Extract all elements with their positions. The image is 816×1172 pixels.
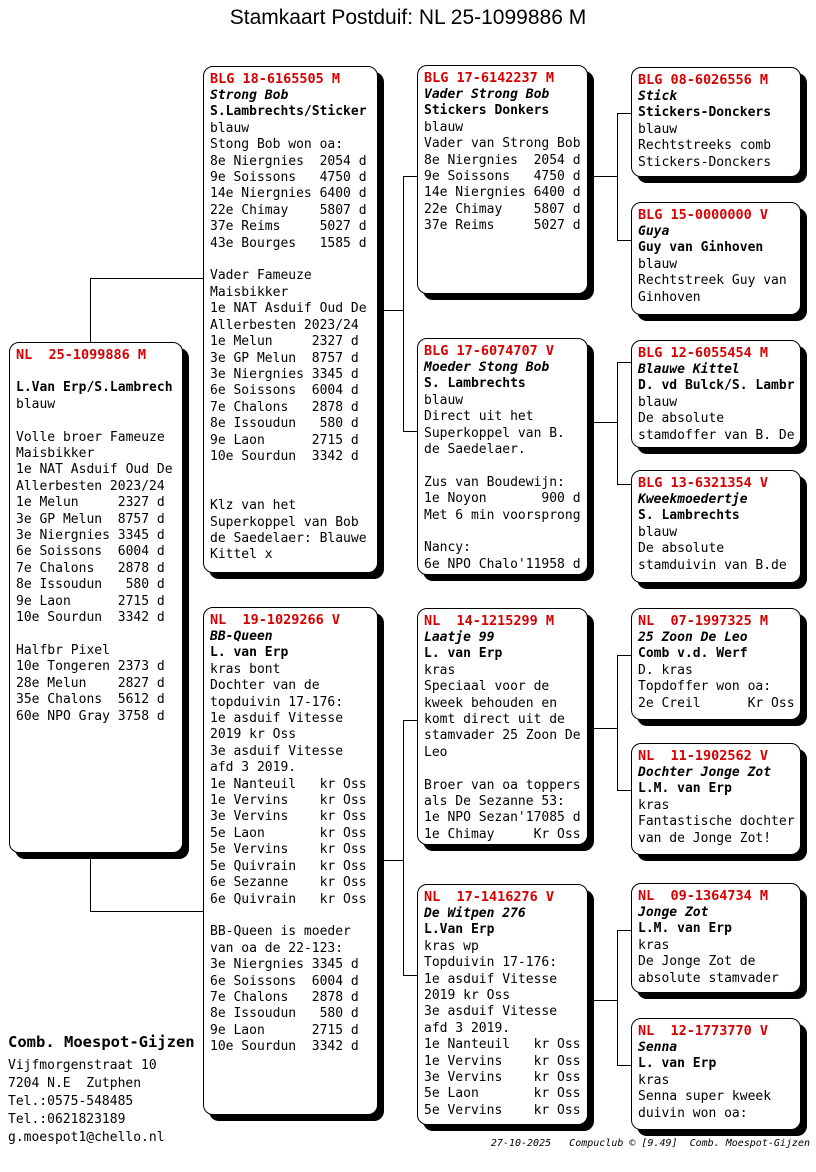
box-text-line: Speciaal voor de <box>424 679 550 695</box>
box-text-line: Comb v.d. Werf <box>638 646 748 662</box>
box-text-line: Stickers-Donckers <box>638 105 772 121</box>
owner-address-line: Tel.:0575-548485 <box>8 1094 134 1109</box>
pedigree-box-dam-sire-dam <box>631 743 801 855</box>
pedigree-box-sire-dam-dam <box>631 470 801 583</box>
pedigree-box-dam <box>203 607 378 1115</box>
connector-line <box>379 310 404 311</box>
box-text-line: Guya <box>638 224 670 239</box>
connector-line <box>379 860 404 861</box>
box-text-line: 5e Quivrain kr Oss <box>210 858 367 874</box>
box-text-line: Rechtstreeks comb <box>638 138 772 154</box>
box-text-line: kras wp <box>424 938 479 954</box>
box-text-line: 1e NAT Asduif Oud De <box>210 301 367 317</box>
connector-line <box>617 484 632 485</box>
ring-number: BLG 18-6165505 M <box>210 71 341 87</box>
ring-number: NL 12-1773770 V <box>638 1023 769 1039</box>
box-text-line: Vader Fameuze <box>210 268 312 284</box>
box-text-line: 3e GP Melun 8757 d <box>210 350 359 366</box>
connector-line <box>617 113 632 114</box>
box-text-line: 22e Chimay 5807 d <box>210 202 367 218</box>
box-text-line: blauw <box>424 392 464 408</box>
box-text-line: 3e Niergnies 3345 d <box>16 528 165 544</box>
box-text-line: Superkoppel van Bob <box>210 514 359 530</box>
box-text-line: Vader van Strong Bob <box>424 136 581 152</box>
box-text-line: 1e Chimay Kr Oss <box>424 826 581 842</box>
box-text-line: 1e Noyon 900 d <box>424 491 581 507</box>
connector-line <box>403 720 404 976</box>
box-text-line: 8e Niergnies 2054 d <box>210 153 367 169</box>
box-text-line: komt direct uit de <box>424 712 565 728</box>
ring-number: BLG 12-6055454 M <box>638 345 769 361</box>
connector-line <box>617 362 618 485</box>
box-text-line: 6e Quivrain kr Oss <box>210 891 367 907</box>
connector-line <box>90 278 204 279</box>
box-text-line: duivin won oa: <box>638 1105 748 1121</box>
ring-number: BLG 15-0000000 V <box>638 207 769 223</box>
connector-line <box>617 655 618 791</box>
box-text-line: Zus van Boudewijn: <box>424 474 565 490</box>
box-text-line <box>424 524 587 540</box>
pedigree-box-sire-dam <box>417 338 588 575</box>
box-text-line: D. kras <box>638 662 693 678</box>
box-text-line: 37e Reims 5027 d <box>424 218 581 234</box>
ring-number: NL 09-1364734 M <box>638 888 769 904</box>
box-text-line: Senna super kweek <box>638 1089 772 1105</box>
box-text-line: Dochter Jonge Zot <box>638 765 772 780</box>
box-text-line: 6e Soissons 6004 d <box>210 383 359 399</box>
box-text-line: 2019 kr Oss <box>424 988 511 1004</box>
connector-line <box>588 728 618 729</box>
box-text-line: De absolute <box>638 541 725 557</box>
connector-line <box>617 930 632 931</box>
box-text-line: 25 Zoon De Leo <box>638 630 748 645</box>
box-text-line <box>16 627 182 643</box>
box-text-line: Broer van oa toppers <box>424 777 581 793</box>
box-text-line: blauw <box>424 119 464 135</box>
box-text-line: Guy van Ginhoven <box>638 240 764 256</box>
box-text-line: De Jonge Zot de <box>638 954 756 970</box>
connector-line <box>617 362 632 363</box>
box-text-line: Maisbikker <box>16 446 95 462</box>
page-title: Stamkaart Postduif: NL 25-1099886 M <box>229 6 587 29</box>
box-text-line: afd 3 2019. <box>424 1020 511 1036</box>
box-text-line <box>210 482 377 498</box>
ring-number: NL 07-1997325 M <box>638 613 769 629</box>
connector-line <box>403 176 404 432</box>
pedigree-box-subject <box>9 342 183 853</box>
box-text-line: van de Jonge Zot! <box>638 830 772 846</box>
box-text-line: L. van Erp <box>424 646 503 662</box>
box-text-line: L.Van Erp/S.Lambrech <box>16 380 173 396</box>
box-text-line: 7e Chalons 2878 d <box>210 989 359 1005</box>
box-text-line: Topduivin 17-176: <box>424 955 558 971</box>
box-text-line: 1e Melun 2327 d <box>210 334 359 350</box>
box-text-line: Halfbr Pixel <box>16 642 110 658</box>
connector-line <box>403 720 418 721</box>
box-text-line: 1e NPO Sezan'17085 d <box>424 810 581 826</box>
box-text-line: L. van Erp <box>210 645 289 661</box>
box-text-line: 10e Sourdun 3342 d <box>16 610 165 626</box>
box-text-line: 10e Tongeren 2373 d <box>16 659 165 675</box>
box-text-line <box>210 908 377 924</box>
box-text-line: 6e Soissons 6004 d <box>16 544 165 560</box>
box-text-line: 6e NPO Chalo'11958 d <box>424 556 581 572</box>
box-text-line: S. Lambrechts <box>638 508 740 524</box>
box-text-line: 1e Vervins kr Oss <box>210 793 367 809</box>
ring-number: BLG 17-6142237 M <box>424 70 555 86</box>
box-text-line: stamduivin van B.de <box>638 557 787 573</box>
box-text-line: Klz van het <box>210 498 297 514</box>
connector-line <box>617 1065 632 1066</box>
pedigree-box-sire-sire-sire <box>631 67 801 177</box>
box-text-line: 3e asduif Vitesse <box>424 1004 558 1020</box>
box-text-line: 10e Sourdun 3342 d <box>210 448 359 464</box>
box-text-line: 3e GP Melun 8757 d <box>16 511 165 527</box>
box-text-line: Stickers Donkers <box>424 103 550 119</box>
pedigree-box-dam-dam-sire <box>631 883 801 993</box>
box-text-line: 14e Niergnies 6400 d <box>210 186 367 202</box>
owner-address-line: Tel.:0621823189 <box>8 1112 126 1127</box>
box-text-line: stamvader 25 Zoon De <box>424 728 581 744</box>
box-text-line: Topdoffer won oa: <box>638 679 772 695</box>
box-text-line: Rechtstreek Guy van <box>638 273 787 289</box>
connector-line <box>617 790 632 791</box>
pedigree-box-dam-sire <box>417 608 588 845</box>
box-text-line: 6e Soissons 6004 d <box>210 973 359 989</box>
box-text-line <box>210 465 377 481</box>
owner-address-line: g.moespot1@chello.nl <box>8 1130 165 1145</box>
ring-number: NL 17-1416276 V <box>424 889 555 905</box>
box-text-line: Stong Bob won oa: <box>210 137 344 153</box>
box-text-line: blauw <box>638 394 678 410</box>
box-text-line: 22e Chimay 5807 d <box>424 201 581 217</box>
box-text-line: blauw <box>16 396 56 412</box>
box-text-line: 9e Laon 2715 d <box>210 1022 359 1038</box>
box-text-line: Kweekmoedertje <box>638 492 748 507</box>
box-text-line: afd 3 2019. <box>210 760 297 776</box>
pedigree-box-sire-sire-dam <box>631 202 801 315</box>
connector-line <box>403 431 418 432</box>
box-text-line: S.Lambrechts/Sticker <box>210 104 367 120</box>
box-text-line: 9e Soissons 4750 d <box>210 170 367 186</box>
box-text-line <box>16 364 182 380</box>
connector-line <box>588 176 618 177</box>
box-text-line: 1e Melun 2327 d <box>16 495 165 511</box>
box-text-line: 8e Issoudun 580 d <box>210 416 359 432</box>
box-text-line: 7e Chalons 2878 d <box>16 560 165 576</box>
pedigree-box-dam-dam-dam <box>631 1018 801 1130</box>
connector-line <box>403 975 418 976</box>
box-text-line: blauw <box>638 256 678 272</box>
box-text-line: BB-Queen is moeder <box>210 924 351 940</box>
box-text-line: 43e Bourges 1585 d <box>210 235 367 251</box>
owner-name: Comb. Moespot-Gijzen <box>8 1033 195 1051</box>
box-text-line: stamdoffer van B. De <box>638 427 795 443</box>
box-text-line: 8e Issoudun 580 d <box>210 1006 359 1022</box>
box-text-line: 7e Chalons 2878 d <box>210 399 359 415</box>
box-text-line: Laatje 99 <box>424 630 495 645</box>
box-text-line: topduivin 17-176: <box>210 694 344 710</box>
box-text-line: 5e Laon kr Oss <box>210 825 367 841</box>
box-text-line: Ginhoven <box>638 289 701 305</box>
box-text-line: 5e Vervins kr Oss <box>424 1102 581 1118</box>
box-text-line: kras bont <box>210 661 281 677</box>
owner-address-line: 7204 N.E Zutphen <box>8 1076 142 1091</box>
box-text-line: De absolute <box>638 411 725 427</box>
box-text-line: 1e asduif Vitesse <box>424 971 558 987</box>
connector-line <box>588 422 618 423</box>
box-text-line: L.M. van Erp <box>638 781 732 797</box>
box-text-line: D. vd Bulck/S. Lambr <box>638 378 795 394</box>
box-text-line: De Witpen 276 <box>424 906 526 921</box>
box-text-line: als De Sezanne 53: <box>424 794 565 810</box>
box-text-line: kweek behouden en <box>424 695 558 711</box>
box-text-line: 2e Creil Kr Oss <box>638 695 795 711</box>
footer-info: 27-10-2025 Compuclub © [9.49] Comb. Moespot-Gijzen <box>490 1138 810 1149</box>
pedigree-box-sire <box>203 66 378 573</box>
box-text-line: BB-Queen <box>210 629 273 644</box>
connector-line <box>617 655 632 656</box>
ring-number: BLG 17-6074707 V <box>424 343 555 359</box>
box-text-line: Allerbesten 2023/24 <box>16 478 165 494</box>
box-text-line: 2019 kr Oss <box>210 727 297 743</box>
connector-line <box>588 1000 618 1001</box>
box-text-line: 6e Sezanne kr Oss <box>210 875 367 891</box>
box-text-line: L. van Erp <box>638 1056 717 1072</box>
connector-line <box>90 278 91 342</box>
box-text-line: blauw <box>638 121 678 137</box>
box-text-line: de Saedelaer: Blauwe <box>210 530 367 546</box>
box-text-line: kras <box>638 797 670 813</box>
box-text-line: Maisbikker <box>210 284 289 300</box>
box-text-line: 60e NPO Gray 3758 d <box>16 708 165 724</box>
pedigree-box-sire-sire <box>417 65 588 294</box>
box-text-line: 3e Vervins kr Oss <box>210 809 367 825</box>
box-text-line <box>16 413 182 429</box>
box-text-line: Fantastische dochter <box>638 814 795 830</box>
pedigree-box-sire-dam-sire <box>631 340 801 448</box>
box-text-line: 5e Vervins kr Oss <box>210 842 367 858</box>
connector-line <box>403 176 418 177</box>
box-text-line: 3e asduif Vitesse <box>210 743 344 759</box>
box-text-line: Kittel x <box>210 547 273 563</box>
box-text-line: Senna <box>638 1040 678 1055</box>
box-text-line: 1e NAT Asduif Oud De <box>16 462 173 478</box>
box-text-line: 9e Laon 2715 d <box>210 432 359 448</box>
connector-line <box>90 911 204 912</box>
connector-line <box>90 853 91 912</box>
box-text-line: Moeder Stong Bob <box>424 360 550 375</box>
ring-number: NL 11-1902562 V <box>638 748 769 764</box>
box-text-line: kras <box>424 662 456 678</box>
box-text-line: Allerbesten 2023/24 <box>210 317 359 333</box>
owner-address-block <box>8 1057 165 1147</box>
box-text-line: blauw <box>210 120 250 136</box>
box-text-line: 1e asduif Vitesse <box>210 711 344 727</box>
box-text-line: Stickers-Donckers <box>638 154 772 170</box>
box-text-line: Vader Strong Bob <box>424 87 550 102</box>
ring-number: BLG 13-6321354 V <box>638 475 769 491</box>
box-text-line: Volle broer Fameuze <box>16 429 165 445</box>
box-text-line: 28e Melun 2827 d <box>16 675 165 691</box>
box-text-line: 3e Niergnies 3345 d <box>210 366 359 382</box>
box-text-line: Blauwe Kittel <box>638 362 740 377</box>
box-text-line: 35e Chalons 5612 d <box>16 692 165 708</box>
box-text-line: S. Lambrechts <box>424 376 526 392</box>
box-text-line: Met 6 min voorsprong <box>424 507 581 523</box>
box-text-line: 1e Nanteuil kr Oss <box>210 776 367 792</box>
box-text-line: Superkoppel van B. <box>424 425 565 441</box>
box-text-line <box>424 458 587 474</box>
box-text-line: 8e Niergnies 2054 d <box>424 152 581 168</box>
box-text-line: absolute stamvader <box>638 970 779 986</box>
box-text-line: 10e Sourdun 3342 d <box>210 1039 359 1055</box>
connector-line <box>617 930 618 1066</box>
box-text-line: Nancy: <box>424 540 471 556</box>
box-text-line: Strong Bob <box>210 88 289 103</box>
pedigree-box-dam-sire-sire <box>631 608 801 720</box>
box-text-line: Dochter van de <box>210 678 320 694</box>
box-text-line: 3e Vervins kr Oss <box>424 1070 581 1086</box>
box-text-line: L.Van Erp <box>424 922 495 938</box>
box-text-line: Leo <box>424 744 448 760</box>
box-text-line: L.M. van Erp <box>638 921 732 937</box>
box-text-line: kras <box>638 1072 670 1088</box>
box-text-line: 3e Niergnies 3345 d <box>210 957 359 973</box>
connector-line <box>617 240 632 241</box>
ring-number: NL 25-1099886 M <box>16 347 147 363</box>
box-text-line: de Saedelaer. <box>424 442 526 458</box>
box-text-line: van oa de 22-123: <box>210 940 344 956</box>
box-text-line: blauw <box>638 524 678 540</box>
box-text-line: 5e Laon kr Oss <box>424 1086 581 1102</box>
ring-number: NL 14-1215299 M <box>424 613 555 629</box>
box-text-line: Direct uit het <box>424 409 534 425</box>
box-text-line: 9e Soissons 4750 d <box>424 169 581 185</box>
box-text-line: Jonge Zot <box>638 905 709 920</box>
box-text-line: kras <box>638 937 670 953</box>
box-text-line <box>210 252 377 268</box>
box-text-line: 1e Vervins kr Oss <box>424 1053 581 1069</box>
box-text-line: Stick <box>638 89 678 104</box>
box-text-line: 8e Issoudun 580 d <box>16 577 165 593</box>
box-text-line: 9e Laon 2715 d <box>16 593 165 609</box>
connector-line <box>617 113 618 241</box>
box-text-line <box>424 761 587 777</box>
box-text-line: 14e Niergnies 6400 d <box>424 185 581 201</box>
ring-number: NL 19-1029266 V <box>210 612 341 628</box>
box-text-line: 1e Nanteuil kr Oss <box>424 1037 581 1053</box>
owner-address-line: Vijfmorgenstraat 10 <box>8 1058 157 1073</box>
box-text-line: 37e Reims 5027 d <box>210 219 367 235</box>
pedigree-box-dam-dam <box>417 884 588 1125</box>
ring-number: BLG 08-6026556 M <box>638 72 769 88</box>
